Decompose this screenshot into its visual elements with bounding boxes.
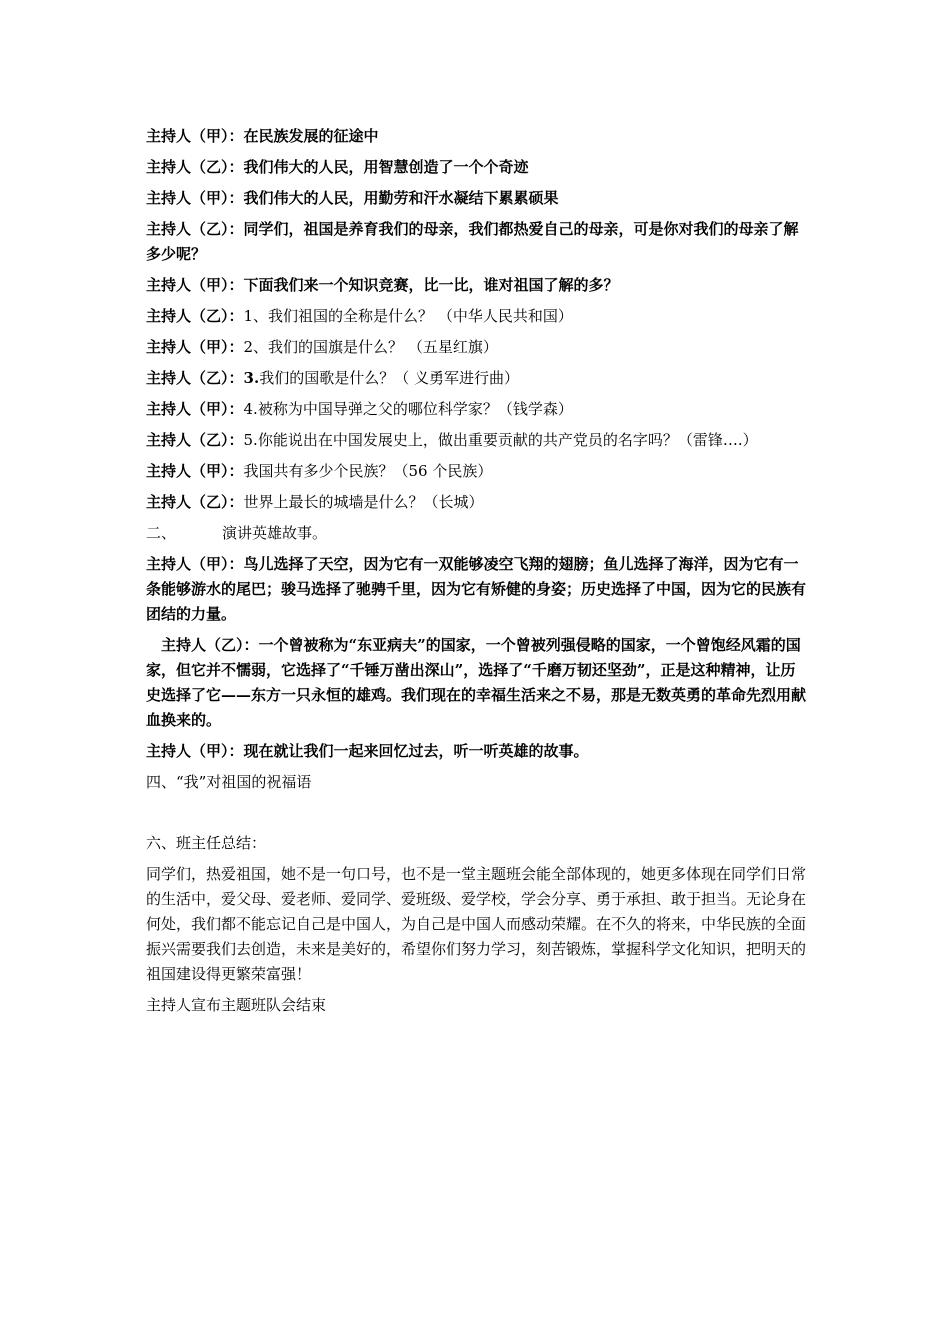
- quiz-question: [146, 366, 810, 391]
- document-page: [146, 124, 810, 1024]
- section-heading: 四、“我”对祖国的祝福语: [146, 773, 312, 791]
- section-heading: [146, 521, 810, 546]
- quiz-question: [146, 459, 810, 484]
- dialogue-line: 主持人（甲）：在民族发展的征途中: [146, 127, 379, 145]
- spacer: [146, 801, 810, 831]
- section-number: 二、: [146, 524, 177, 542]
- dialogue-line: 主持人（乙）：我们伟大的人民，用智慧创造了一个个奇迹: [146, 158, 529, 176]
- question-text: 2、我们的国旗是什么？ （五星红旗）: [243, 338, 498, 356]
- question-text: 世界上最长的城墙是什么？（长城）: [243, 493, 484, 511]
- section-heading: 六、班主任总结：: [146, 834, 267, 852]
- speaker-label: 主持人（乙）：: [146, 493, 244, 511]
- section-title: 演讲英雄故事。: [222, 524, 328, 542]
- quiz-question: [146, 304, 810, 329]
- quiz-question: [146, 428, 810, 453]
- speaker-label: 主持人（甲）：: [146, 400, 244, 418]
- speech-paragraph: 主持人（乙）：一个曾被称为“东亚病夫”的国家，一个曾被列强侵略的国家，一个曾饱经风霜的国家，但它并不懦弱，它选择了“千锤万凿出深山”，选择了“千磨万韧还坚劲”，正是这种精神，让历史选择了它——东方一只永恒的雄鸡。我们现在的幸福生活来之不易，那是无数英勇的革命先烈用献血换来的。: [146, 636, 807, 729]
- dialogue-line: 主持人（甲）：我们伟大的人民，用勤劳和汗水凝结下累累硕果: [146, 189, 559, 207]
- dialogue-line: 主持人（甲）：下面我们来一个知识竞赛，比一比，谁对祖国了解的多？: [146, 276, 619, 294]
- question-text: 1、我们祖国的全称是什么？ （中华人民共和国）: [243, 307, 573, 325]
- dialogue-line: 主持人（乙）：同学们，祖国是养育我们的母亲，我们都热爱自己的母亲，可是你对我们的母亲了解多少呢？: [146, 220, 799, 263]
- speaker-label: 主持人（乙）：: [146, 369, 244, 387]
- question-text: 我国共有多少个民族？（56 个民族）: [243, 462, 493, 480]
- speech-paragraph: 主持人（甲）：现在就让我们一起来回忆过去，听一听英雄的故事。: [146, 742, 589, 760]
- quiz-question: [146, 490, 810, 515]
- question-text: 4.被称为中国导弹之父的哪位科学家？（钱学森）: [243, 400, 573, 418]
- speech-paragraph: 主持人（甲）：鸟儿选择了天空，因为它有一双能够凌空飞翔的翅膀；鱼儿选择了海洋，因为它有一条能够游水的尾巴；骏马选择了驰骋千里，因为它有矫健的身姿；历史选择了中国，因为它的民族有团结的力量。: [146, 555, 807, 623]
- speaker-label: 主持人（乙）：: [146, 307, 244, 325]
- quiz-question: [146, 335, 810, 360]
- question-text: 我们的国歌是什么？（ 义勇军进行曲）: [259, 369, 519, 387]
- closing-line: 主持人宣布主题班队会结束: [146, 996, 327, 1014]
- summary-paragraph: 同学们，热爱祖国，她不是一句口号，也不是一堂主题班会能全部体现的，她更多体现在同学们日常的生活中，爱父母、爱老师、爱同学、爱班级、爱学校，学会分享、勇于承担、敢于担当。无论身在何处，我们都不能忘记自己是中国人，为自己是中国人而感动荣耀。在不久的将来，中华民族的全面振兴需要我们去创造，未来是美好的，希望你们努力学习，刻苦锻炼，掌握科学文化知识，把明天的祖国建设得更繁荣富强！: [146, 865, 807, 983]
- quiz-question: [146, 397, 810, 422]
- speaker-label: 主持人（甲）：: [146, 338, 244, 356]
- question-text: 5.你能说出在中国发展史上，做出重要贡献的共产党员的名字吗？（雷锋….）: [243, 431, 758, 449]
- question-number: 3.: [243, 369, 260, 387]
- speaker-label: 主持人（乙）：: [146, 431, 244, 449]
- speaker-label: 主持人（甲）：: [146, 462, 244, 480]
